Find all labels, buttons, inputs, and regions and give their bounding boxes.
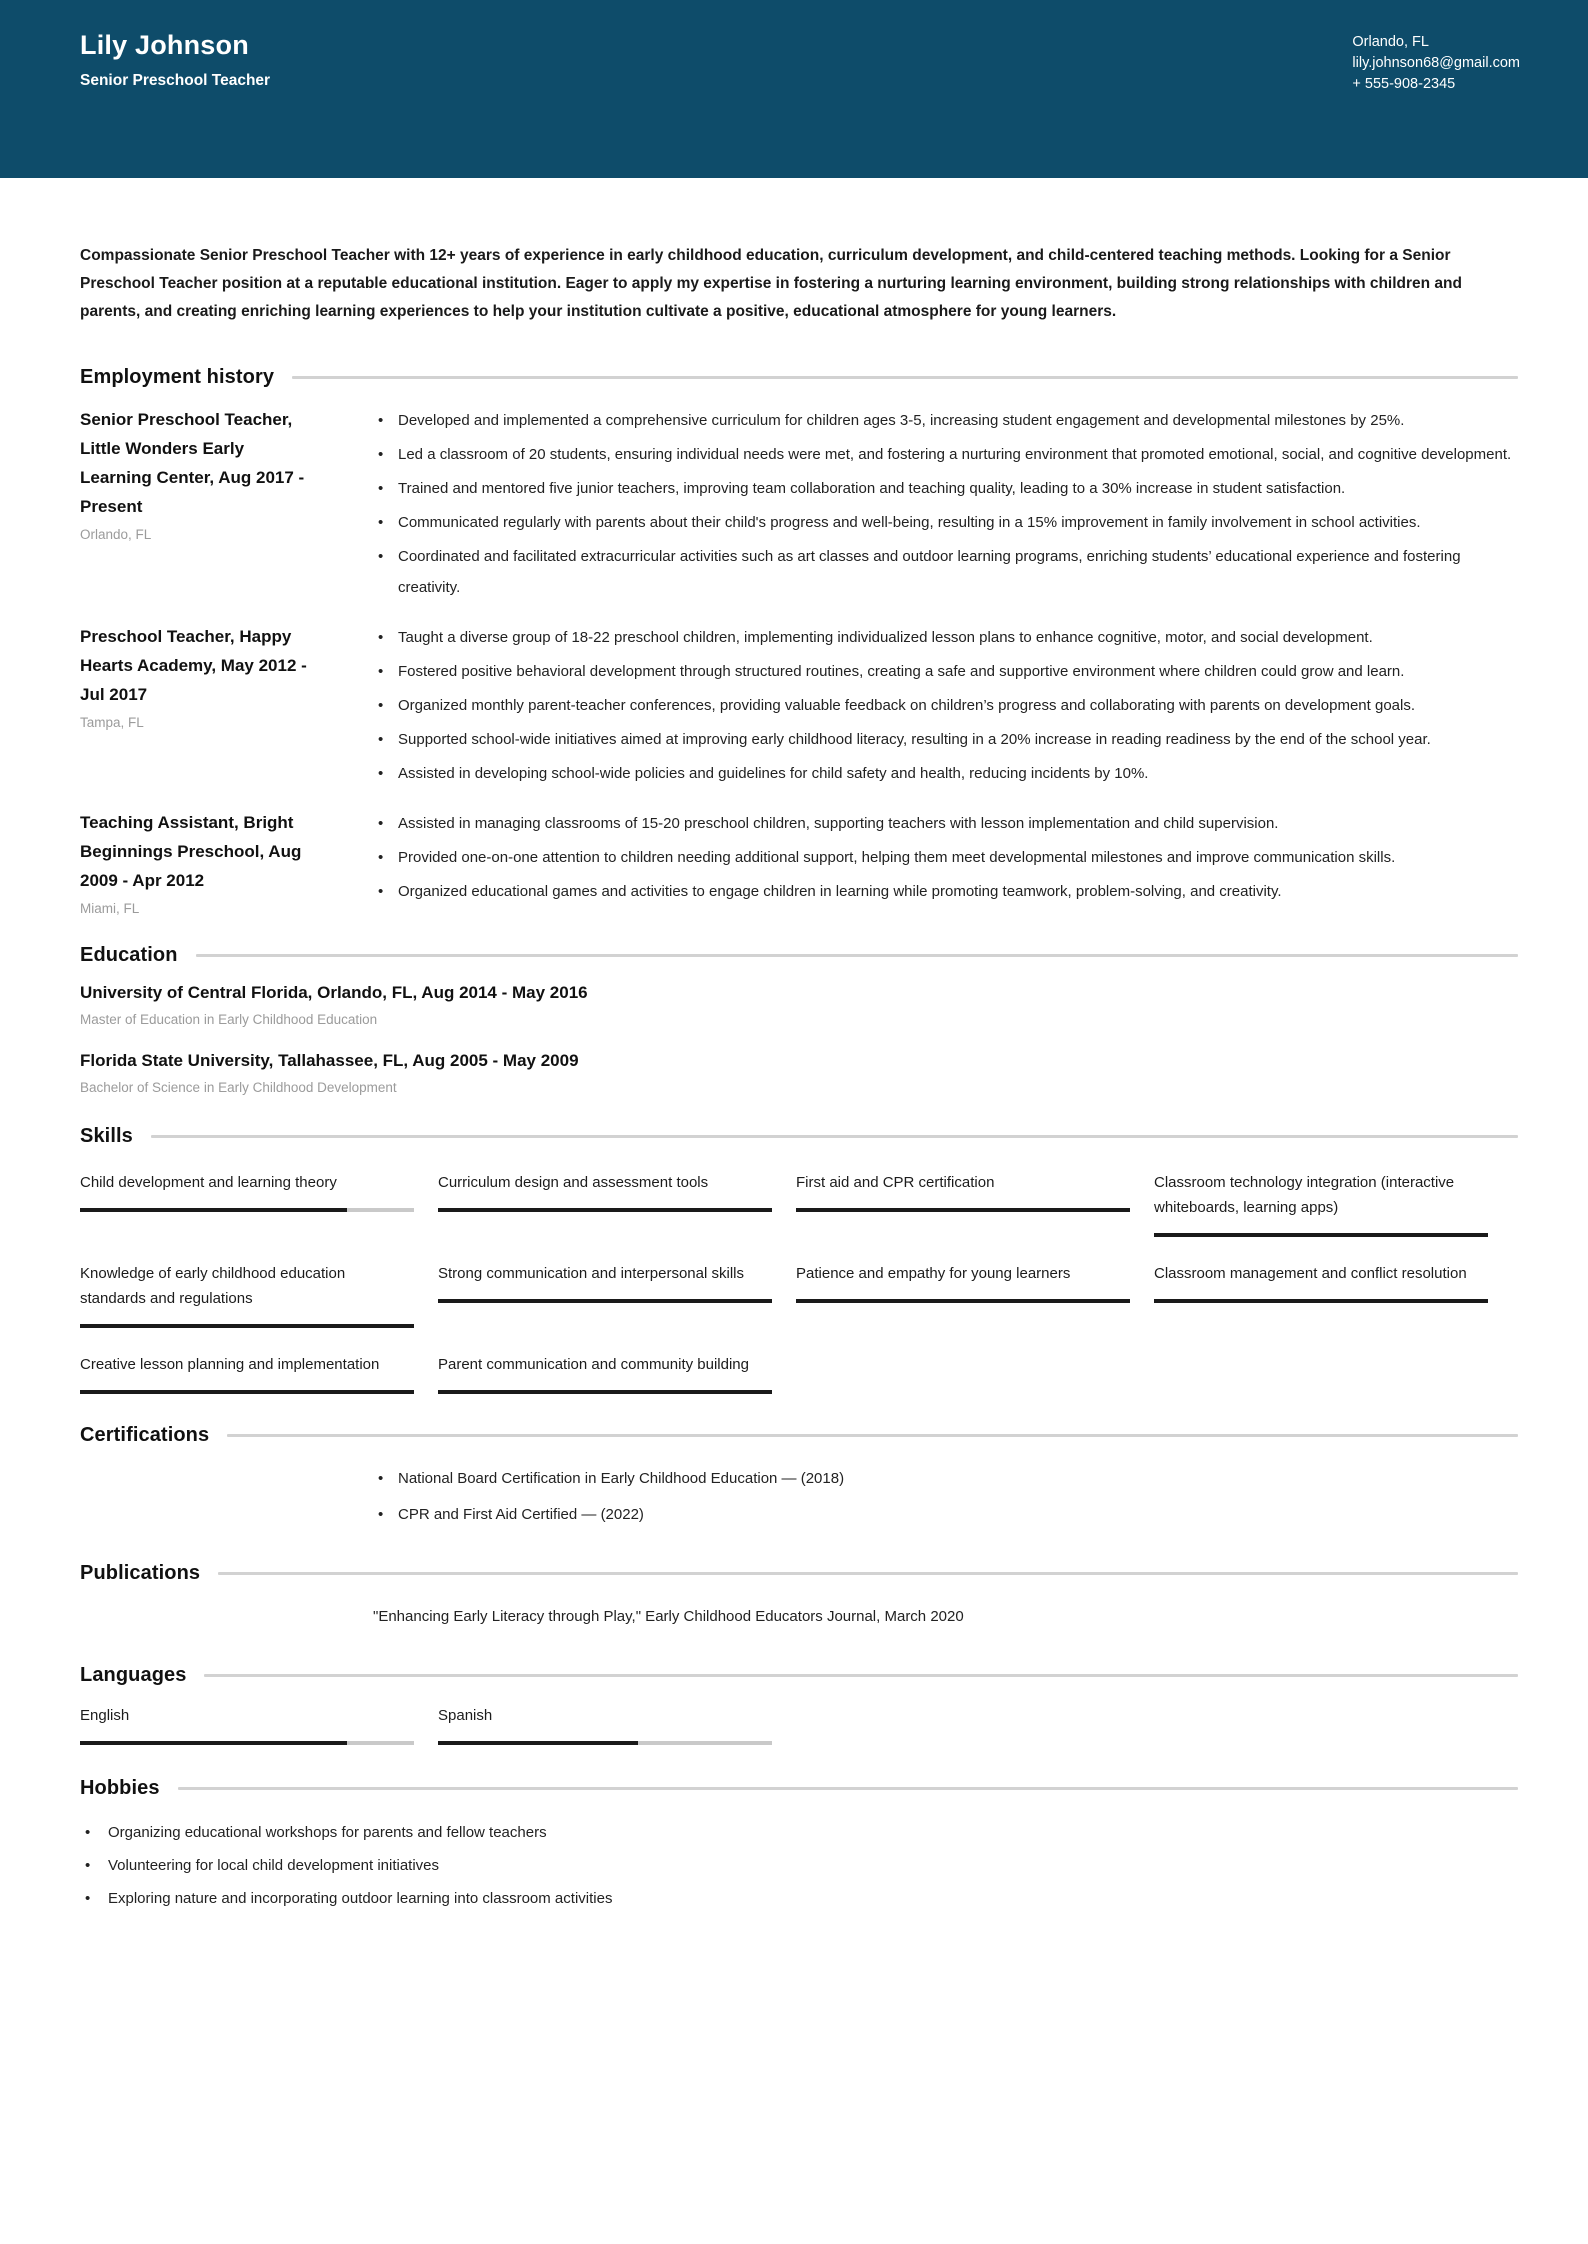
section-certifications	[80, 1424, 1518, 1530]
certification-list	[373, 1463, 1518, 1530]
job-location: Orlando, FL	[80, 527, 152, 542]
person-job-title: Senior Preschool Teacher	[80, 72, 271, 90]
skill-item	[796, 1261, 1130, 1303]
contact-email: lily.johnson68@gmail.com	[1352, 55, 1520, 72]
section-skills	[80, 1125, 1518, 1394]
skill-level-fill	[796, 1299, 1130, 1303]
contact-phone: + 555-908-2345	[1352, 76, 1456, 93]
skill-item	[438, 1170, 772, 1212]
skill-label: Child development and learning theory	[80, 1174, 337, 1191]
bullet-item: • Organized monthly parent-teacher conferences, providing valuable feedback on children’s progress and collaborating with parents on development goals.	[373, 690, 1518, 721]
header-identity	[80, 30, 270, 90]
skill-item	[438, 1261, 772, 1303]
publication-item: "Enhancing Early Literacy through Play," Early Childhood Educators Journal, March 2020	[373, 1608, 964, 1625]
job-entry	[80, 808, 1518, 916]
skill-label: Patience and empathy for young learners	[796, 1265, 1071, 1282]
section-education	[80, 944, 1518, 1095]
skill-level-fill	[1154, 1233, 1488, 1237]
contact-block	[1352, 32, 1520, 95]
skill-item	[80, 1170, 414, 1212]
section-header	[80, 1562, 1518, 1585]
skill-label: Parent communication and community building	[438, 1356, 749, 1373]
section-header	[80, 1125, 1518, 1148]
contact-location: Orlando, FL	[1352, 34, 1429, 50]
skill-label: Strong communication and interpersonal skills	[438, 1265, 744, 1282]
skills-grid	[80, 1170, 1488, 1394]
skill-level-bar	[80, 1390, 414, 1394]
job-title: Senior Preschool Teacher, Little Wonders Early Learning Center, Aug 2017 - Present	[80, 410, 305, 516]
skill-level-fill	[1154, 1299, 1488, 1303]
job-bullet-list	[373, 622, 1518, 792]
skill-level-bar	[1154, 1233, 1488, 1237]
section-header	[80, 1424, 1518, 1447]
language-level-bar	[438, 1741, 772, 1745]
job-entry	[80, 405, 1518, 606]
skill-level-bar	[80, 1324, 414, 1328]
school-name: University of Central Florida, Orlando, FL, Aug 2014 - May 2016	[80, 983, 588, 1002]
skill-level-fill	[438, 1299, 772, 1303]
skill-level-bar	[80, 1208, 414, 1212]
section-divider	[178, 1787, 1518, 1790]
section-divider	[204, 1674, 1518, 1677]
skill-label: Classroom technology integration (interactive whiteboards, learning apps)	[1154, 1174, 1455, 1216]
section-languages	[80, 1664, 1518, 1745]
skill-level-bar	[438, 1299, 772, 1303]
skill-label: Creative lesson planning and implementation	[80, 1356, 380, 1373]
section-header	[80, 944, 1518, 967]
section-divider	[196, 954, 1518, 957]
bullet-item: • Organized educational games and activities to engage children in learning while promoting teamwork, problem-solving, and creativity.	[373, 876, 1518, 907]
section-title-certifications: Certifications	[80, 1424, 210, 1446]
resume-body	[0, 242, 1588, 1915]
skill-level-bar	[438, 1390, 772, 1394]
bullet-item: • Assisted in developing school-wide policies and guidelines for child safety and health, reducing incidents by 10%.	[373, 758, 1518, 789]
section-divider	[151, 1135, 1518, 1138]
degree: Bachelor of Science in Early Childhood Development	[80, 1080, 397, 1095]
language-level-bar	[80, 1741, 414, 1745]
language-level-fill	[80, 1741, 347, 1745]
job-meta	[80, 405, 373, 606]
skill-item	[80, 1352, 414, 1394]
section-publications	[80, 1562, 1518, 1632]
person-name: Lily Johnson	[80, 30, 249, 60]
certifications-content	[80, 1463, 1518, 1530]
skill-level-bar	[438, 1208, 772, 1212]
job-meta	[80, 808, 373, 916]
language-level-fill	[438, 1741, 638, 1745]
job-bullet-list	[373, 808, 1518, 916]
section-title-languages: Languages	[80, 1664, 187, 1686]
bullet-item: • Assisted in managing classrooms of 15-20 preschool children, supporting teachers with lesson implementation and child supervision.	[373, 808, 1518, 839]
skill-label: Classroom management and conflict resolution	[1154, 1265, 1467, 1282]
section-divider	[227, 1434, 1518, 1437]
hobby-item: • Organizing educational workshops for parents and fellow teachers	[80, 1816, 1518, 1849]
section-hobbies	[80, 1777, 1518, 1915]
bullet-item: • Supported school-wide initiatives aimed at improving early childhood literacy, resulting in a 20% increase in reading readiness by the end of the school year.	[373, 724, 1518, 755]
job-meta	[80, 622, 373, 792]
section-header	[80, 366, 1518, 389]
section-title-publications: Publications	[80, 1562, 201, 1584]
bullet-item: • Fostered positive behavioral development through structured routines, creating a safe and supportive environment where children could grow and learn.	[373, 656, 1518, 687]
education-entry	[80, 983, 1518, 1027]
bullet-item: • Developed and implemented a comprehensive curriculum for children ages 3-5, increasing student engagement and developmental milestones by 25%.	[373, 405, 1518, 436]
job-entry	[80, 622, 1518, 792]
skill-label: Knowledge of early childhood education standards and regulations	[80, 1265, 346, 1307]
section-title-hobbies: Hobbies	[80, 1777, 160, 1799]
hobby-list	[80, 1816, 1518, 1915]
skill-label: Curriculum design and assessment tools	[438, 1174, 709, 1191]
certification-item: • National Board Certification in Early Childhood Education — (2018)	[373, 1463, 1518, 1494]
skill-item	[796, 1170, 1130, 1212]
section-header	[80, 1664, 1518, 1687]
job-title: Teaching Assistant, Bright Beginnings Preschool, Aug 2009 - Apr 2012	[80, 813, 302, 890]
skill-level-fill	[80, 1208, 347, 1212]
bullet-item: • Coordinated and facilitated extracurricular activities such as art classes and outdoor learning programs, enriching students’ educational experience and fostering creativity.	[373, 541, 1518, 603]
section-title-skills: Skills	[80, 1125, 133, 1147]
hobby-item: • Volunteering for local child development initiatives	[80, 1849, 1518, 1882]
skill-level-fill	[438, 1208, 772, 1212]
bullet-item: • Trained and mentored five junior teachers, improving team collaboration and teaching quality, leading to a 30% increase in student satisfaction.	[373, 473, 1518, 504]
bullet-item: • Led a classroom of 20 students, ensuring individual needs were met, and fostering a nurturing environment that promoted emotional, social, and cognitive development.	[373, 439, 1518, 470]
section-divider	[292, 376, 1518, 379]
skill-item	[80, 1261, 414, 1328]
skill-level-fill	[80, 1324, 414, 1328]
job-title: Preschool Teacher, Happy Hearts Academy, May 2012 - Jul 2017	[80, 627, 307, 704]
skill-item	[1154, 1261, 1488, 1303]
language-label: Spanish	[438, 1707, 493, 1724]
language-label: English	[80, 1707, 130, 1724]
skill-level-bar	[796, 1299, 1130, 1303]
skill-level-fill	[438, 1390, 772, 1394]
skill-item	[438, 1352, 772, 1394]
degree: Master of Education in Early Childhood Education	[80, 1012, 378, 1027]
job-location: Miami, FL	[80, 901, 140, 916]
publications-content	[80, 1601, 1518, 1632]
skill-level-fill	[80, 1390, 414, 1394]
skill-item	[1154, 1170, 1488, 1237]
language-item	[80, 1703, 414, 1745]
job-location: Tampa, FL	[80, 715, 144, 730]
skill-label: First aid and CPR certification	[796, 1174, 995, 1191]
education-entry	[80, 1051, 1518, 1095]
languages-grid	[80, 1703, 1488, 1745]
language-item	[438, 1703, 772, 1745]
header	[0, 0, 1588, 178]
skill-level-bar	[1154, 1299, 1488, 1303]
hobby-item: • Exploring nature and incorporating outdoor learning into classroom activities	[80, 1882, 1518, 1915]
job-bullet-list	[373, 405, 1518, 606]
skill-level-fill	[796, 1208, 1130, 1212]
certification-item: • CPR and First Aid Certified — (2022)	[373, 1499, 1518, 1530]
section-title-employment: Employment history	[80, 366, 275, 388]
profile-summary: Compassionate Senior Preschool Teacher with 12+ years of experience in early childhood education, curriculum development, and child-centered teaching methods. Looking for a Senior Preschool Teacher position at a reputable educational institution. Eager to apply my expertise in fostering a nurturing learning environment, building strong relationships with children and parents, and creating enriching learning experiences to help your institution cultivate a positive, educational atmosphere for young learners.	[80, 247, 1462, 320]
section-employment	[80, 366, 1518, 916]
bullet-item: • Provided one-on-one attention to children needing additional support, helping them meet developmental milestones and improve communication skills.	[373, 842, 1518, 873]
bullet-item: • Communicated regularly with parents about their child's progress and well-being, resulting in a 15% improvement in family involvement in school activities.	[373, 507, 1518, 538]
section-divider	[218, 1572, 1518, 1575]
section-header	[80, 1777, 1518, 1800]
section-title-education: Education	[80, 944, 178, 966]
school-name: Florida State University, Tallahassee, FL, Aug 2005 - May 2009	[80, 1051, 579, 1070]
skill-level-bar	[796, 1208, 1130, 1212]
bullet-item: • Taught a diverse group of 18-22 preschool children, implementing individualized lesson plans to enhance cognitive, motor, and social development.	[373, 622, 1518, 653]
